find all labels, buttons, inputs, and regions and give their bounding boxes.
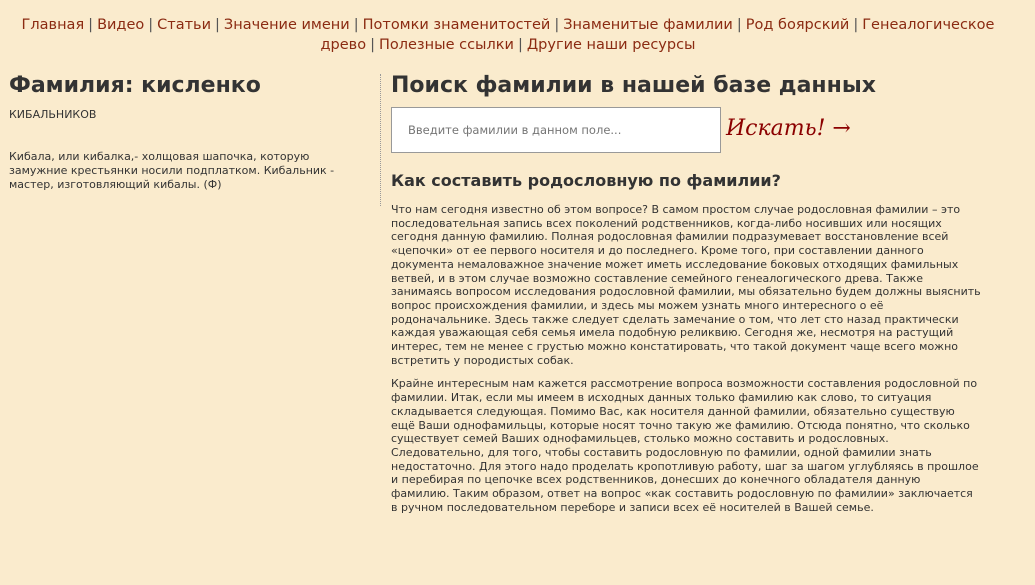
nav-link-boyar-family[interactable]: Род боярский xyxy=(745,17,850,33)
nav-separator: | xyxy=(353,17,359,33)
nav-link-video[interactable]: Видео xyxy=(97,17,145,33)
nav-link-celebrity-descendants[interactable]: Потомки знаменитостей xyxy=(362,17,551,33)
surname-title: Фамилия: кисленко xyxy=(9,73,261,98)
surname-variant: КИБАЛЬНИКОВ xyxy=(9,108,97,121)
nav-separator: | xyxy=(853,17,859,33)
article-body xyxy=(391,203,981,514)
nav-separator: | xyxy=(736,17,742,33)
search-button[interactable]: Искать! → xyxy=(726,116,851,141)
surname-panel xyxy=(9,72,369,192)
nav-separator: | xyxy=(88,17,94,33)
nav-link-famous-surnames[interactable]: Знаменитые фамилии xyxy=(563,17,733,33)
nav-separator: | xyxy=(554,17,560,33)
surname-meaning: Кибала, или кибалка,- холщовая шапочка, которую замужние крестьянки носили подплатком. Кибальник - мастер, изготовляющий кибалы. (Ф) xyxy=(9,150,335,191)
nav-link-family-tree[interactable]: Генеалогическое древо xyxy=(320,17,995,53)
nav-link-other-resources[interactable]: Другие наши ресурсы xyxy=(526,37,696,53)
article-paragraph: Что нам сегодня известно об этом вопросе? В самом простом случае родословная фамилии – это последовательная запись всех поколений родственников, когда-либо носивших или носящих сегодня данную фамилию. Полная родословная фамилии подразумевает восстановление всей «цепочки» от ее первого носителя и до последнего. Кроме того, при составлении данного документа немаловажное значение может иметь исследование боковых отходящих фамильных ветвей, и в этом случае возможно составление семейного генеалогического древа. Также занимаясь вопросом исследования родословной фамилии, мы обязательно будем должны выяснить вопрос происхождения фамилии, и здесь мы можем узнать много интересного о её родоначальнике. Здесь также следует сделать замечание о том, что лет сто назад практически каждая уважающая себя семья имела подобную реликвию. Сегодня же, несмотря на растущий интерес, тем не менее с грустью можно констатировать, что такой документ чаще всего можно встретить у породистых собак. xyxy=(391,203,981,367)
nav-link-home[interactable]: Главная xyxy=(21,17,85,33)
search-title: Поиск фамилии в нашей базе данных xyxy=(391,73,876,98)
search-panel xyxy=(391,72,981,524)
nav-separator: | xyxy=(370,37,375,53)
nav-separator: | xyxy=(148,17,154,33)
nav-link-name-meaning[interactable]: Значение имени xyxy=(223,17,350,33)
search-form xyxy=(391,107,981,155)
top-navigation xyxy=(8,15,1008,55)
nav-separator: | xyxy=(517,37,523,53)
nav-link-articles[interactable]: Статьи xyxy=(157,17,212,33)
column-divider xyxy=(380,74,381,206)
surname-search-input[interactable] xyxy=(391,107,721,153)
article-paragraph: Крайне интересным нам кажется рассмотрение вопроса возможности составления родословной по фамилии. Итак, если мы имеем в исходных данных только фамилию как слово, то ситуация складывается следующая. Помимо Вас, как носителя данной фамилии, обязательно существую ещё Ваши однофамильцы, которые носят точно такую же фамилию. Отсюда понятно, что сколько существует семей Ваших однофамильцев, столько можно составить и родословных. Следовательно, для того, чтобы составить родословную по фамилии, одной фамилии знать недостаточно. Для этого надо проделать кропотливую работу, шаг за шагом углубляясь в прошлое и перебирая по цепочке всех родственников, донесших до конечного обладателя данную фамилию. Таким образом, ответ на вопрос «как составить родословную по фамилии» заключается в ручном последовательном переборе и записи всех её носителей в Вашей семье. xyxy=(391,377,979,514)
article-title: Как составить родословную по фамилии? xyxy=(391,171,781,190)
nav-separator: | xyxy=(215,17,220,33)
nav-link-useful-links[interactable]: Полезные ссылки xyxy=(378,37,514,53)
